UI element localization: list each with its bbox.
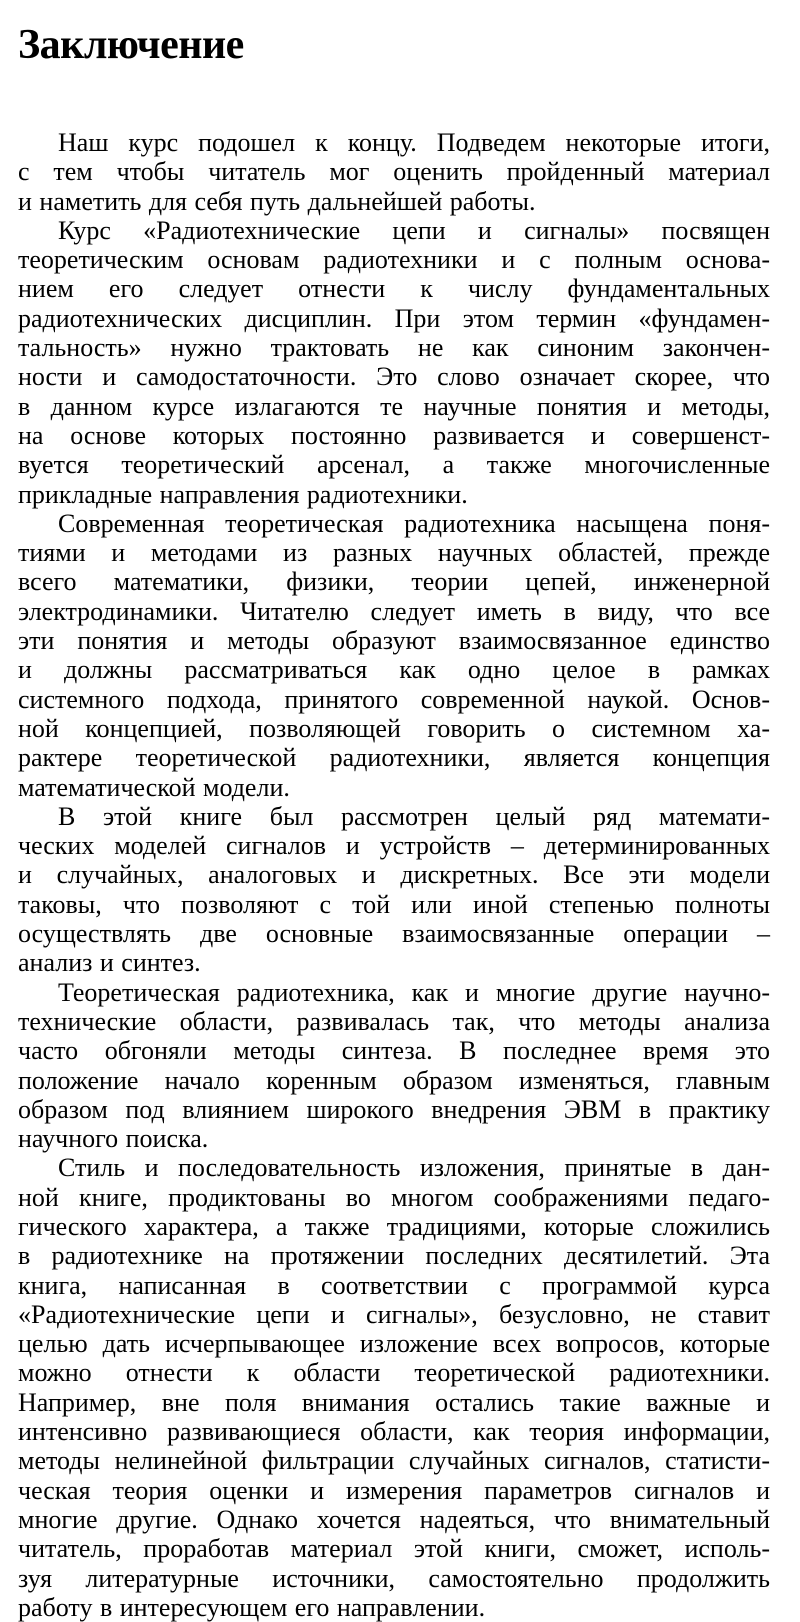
text-line: Теоретическая радиотехника, как и многие другие научно- xyxy=(58,977,770,1007)
text-line: Наш курс подошел к концу. Подведем некоторые итоги, xyxy=(58,128,770,157)
text-line: Современная теоретическая радиотехника насыщена поня- xyxy=(58,508,770,538)
text-line: эти понятия и методы образуют взаимосвязанное единство xyxy=(18,626,770,656)
text-line: Курс «Радиотехнические цепи и сигналы» посвящен xyxy=(58,215,770,245)
text-line: теоретическим основам радиотехники и с полным основа- xyxy=(18,245,770,275)
text-line: гического характера, а также традициями, которые сложились xyxy=(18,1211,770,1241)
text-line: вуется теоретический арсенал, а также многочисленные xyxy=(18,450,770,480)
text-line: электродинамики. Читателю следует иметь в виду, что все xyxy=(18,596,770,626)
text-line: в радиотехнике на протяжении последних десятилетий. Эта xyxy=(18,1241,770,1271)
text-line: положение начало коренным образом изменяться, главным xyxy=(18,1065,770,1095)
text-line: зуя литературные источники, самостоятельно продолжить xyxy=(18,1563,770,1593)
text-line: на основе которых постоянно развивается и совершенст- xyxy=(18,420,770,450)
text-line: радиотехнических дисциплин. При этом термин «фундамен- xyxy=(18,303,770,333)
text-line: рактере теоретической радиотехники, является концепция xyxy=(18,743,770,773)
text-line: «Радиотехнические цепи и сигналы», безусловно, не ставит xyxy=(18,1299,770,1329)
text-line: ности и самодостаточности. Это слово означает скорее, что xyxy=(18,362,770,392)
text-line: всего математики, физики, теории цепей, инженерной xyxy=(18,567,770,597)
text-line: целью дать исчерпывающее изложение всех вопросов, которые xyxy=(18,1329,770,1359)
text-line: с тем чтобы читатель мог оценить пройденный материал xyxy=(18,157,770,187)
text-line: ческих моделей сигналов и устройств – детерминированных xyxy=(18,831,770,861)
text-line: научного поиска. xyxy=(18,1124,209,1154)
paragraph xyxy=(18,1153,770,1622)
text-line: часто обгоняли методы синтеза. В последнее время это xyxy=(18,1036,770,1066)
text-line: и наметить для себя путь дальнейшей работы. xyxy=(18,186,536,216)
text-line: тиями и методами из разных научных областей, прежде xyxy=(18,538,770,568)
text-line: системного подхода, принятого современной наукой. Основ- xyxy=(18,684,770,714)
text-line: интенсивно развивающиеся области, как теория информации, xyxy=(18,1417,770,1447)
paragraph xyxy=(18,509,770,802)
text-line: математической модели. xyxy=(18,772,290,802)
text-line: осуществлять две основные взаимосвязанные операции – xyxy=(18,919,770,949)
body-text xyxy=(18,128,770,1622)
text-line: тальность» нужно трактовать не как синоним закончен- xyxy=(18,333,770,363)
text-line: в данном курсе излагаются те научные понятия и методы, xyxy=(18,391,770,421)
paragraph xyxy=(18,978,770,1154)
text-line: В этой книге был рассмотрен целый ряд математи- xyxy=(58,801,770,831)
text-line: можно отнести к области теоретической радиотехники. xyxy=(18,1358,770,1388)
page-title: Заключение xyxy=(18,22,244,68)
text-line: работу в интересующем его направлении. xyxy=(18,1592,486,1622)
text-line: технические области, развивалась так, что методы анализа xyxy=(18,1006,770,1036)
text-line: прикладные направления радиотехники. xyxy=(18,479,468,509)
paragraph xyxy=(18,216,770,509)
text-line: образом под влиянием широкого внедрения ЭВМ в практику xyxy=(18,1094,770,1124)
text-line: книга, написанная в соответствии с программой курса xyxy=(18,1270,770,1300)
text-line: многие другие. Однако хочется надеяться, что внимательный xyxy=(18,1504,770,1534)
text-line: и должны рассматриваться как одно целое в рамках xyxy=(18,655,770,685)
text-line: анализ и синтез. xyxy=(18,948,201,978)
text-line: таковы, что позволяют с той или иной степенью полноты xyxy=(18,889,770,919)
text-line: и случайных, аналоговых и дискретных. Все эти модели xyxy=(18,860,770,890)
text-line: читатель, проработав материал этой книги, сможет, исполь- xyxy=(18,1534,770,1564)
page xyxy=(18,14,770,1622)
text-line: Например, вне поля внимания остались такие важные и xyxy=(18,1387,770,1417)
text-line: методы нелинейной фильтрации случайных сигналов, статисти- xyxy=(18,1446,770,1476)
paragraph xyxy=(18,128,770,216)
paragraph xyxy=(18,802,770,978)
text-line: нием его следует отнести к числу фундаментальных xyxy=(18,274,770,304)
text-line: ной книге, продиктованы во многом соображениями педаго- xyxy=(18,1182,770,1212)
text-line: ной концепцией, позволяющей говорить о системном ха- xyxy=(18,713,770,743)
text-line: Стиль и последовательность изложения, принятые в дан- xyxy=(58,1153,770,1183)
text-line: ческая теория оценки и измерения параметров сигналов и xyxy=(18,1475,770,1505)
